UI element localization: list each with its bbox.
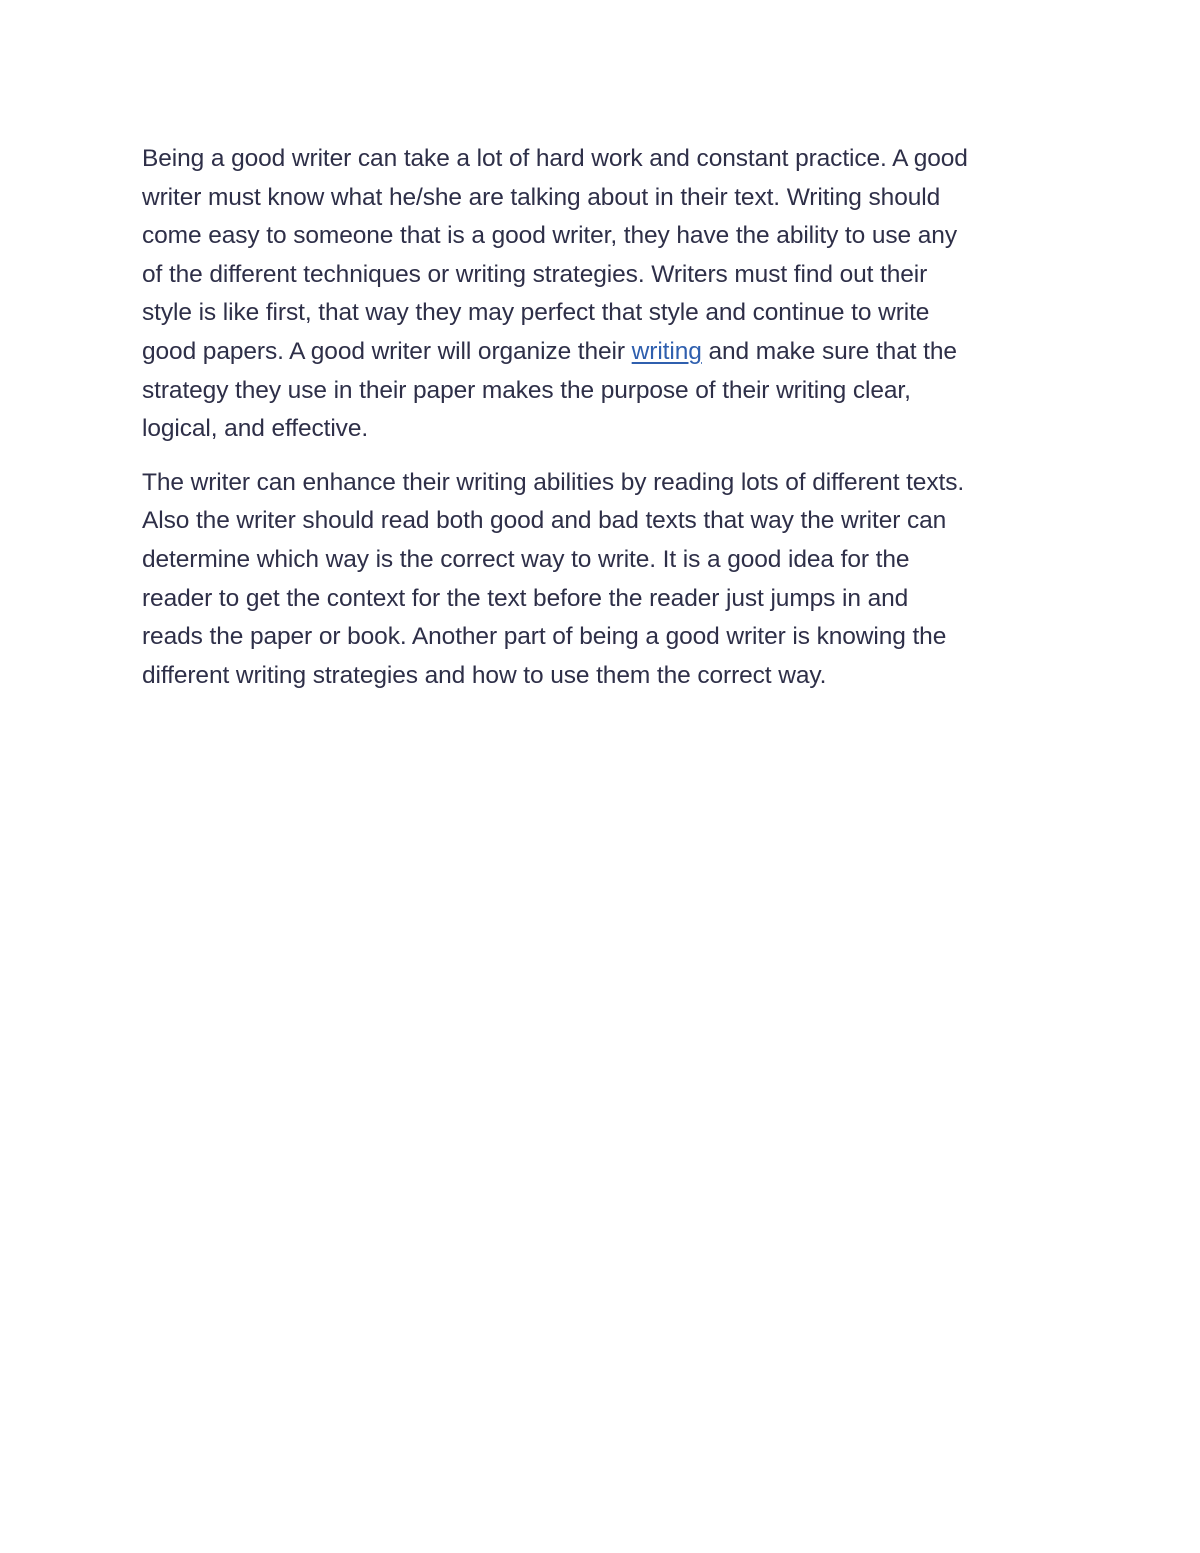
paragraph-line: come easy to someone that is a good writer, they have the ability to use any — [142, 222, 957, 250]
paragraph-line: style is like first, that way they may perfect that style and continue to write — [142, 299, 930, 327]
paragraph-line: Being a good writer can take a lot of hard work and constant practice. A good — [142, 145, 968, 172]
paragraph-line: writer must know what he/she are talking about in their text. Writing should — [142, 183, 941, 211]
paragraph-line: reads the paper or book. Another part of being a good writer is knowing the — [142, 623, 947, 651]
line-text-after-link: and make sure that the — [701, 337, 957, 365]
paragraph-line: determine which way is the correct way to write. It is a good idea for the — [142, 545, 910, 573]
paragraph-line: Also the writer should read both good and bad texts that way the writer can — [142, 507, 947, 535]
paragraph-line: reader to get the context for the text before the reader just jumps in and — [142, 584, 909, 612]
paragraph-line: The writer can enhance their writing abilities by reading lots of different texts. — [142, 468, 965, 496]
paragraph-line: logical, and effective. — [142, 415, 369, 443]
document-body — [142, 140, 1062, 710]
paragraph-line: strategy they use in their paper makes the purpose of their writing clear, — [142, 376, 911, 404]
paragraph-2 — [142, 464, 1062, 696]
paragraph-line-with-link — [142, 333, 1062, 372]
paragraph-line: different writing strategies and how to use them the correct way. — [142, 661, 827, 689]
writing-link[interactable]: writing — [631, 337, 702, 365]
paragraph-line: of the different techniques or writing strategies. Writers must find out their — [142, 260, 928, 288]
paragraph-1 — [142, 140, 1062, 449]
line-text-before-link: good papers. A good writer will organize their — [142, 337, 632, 365]
